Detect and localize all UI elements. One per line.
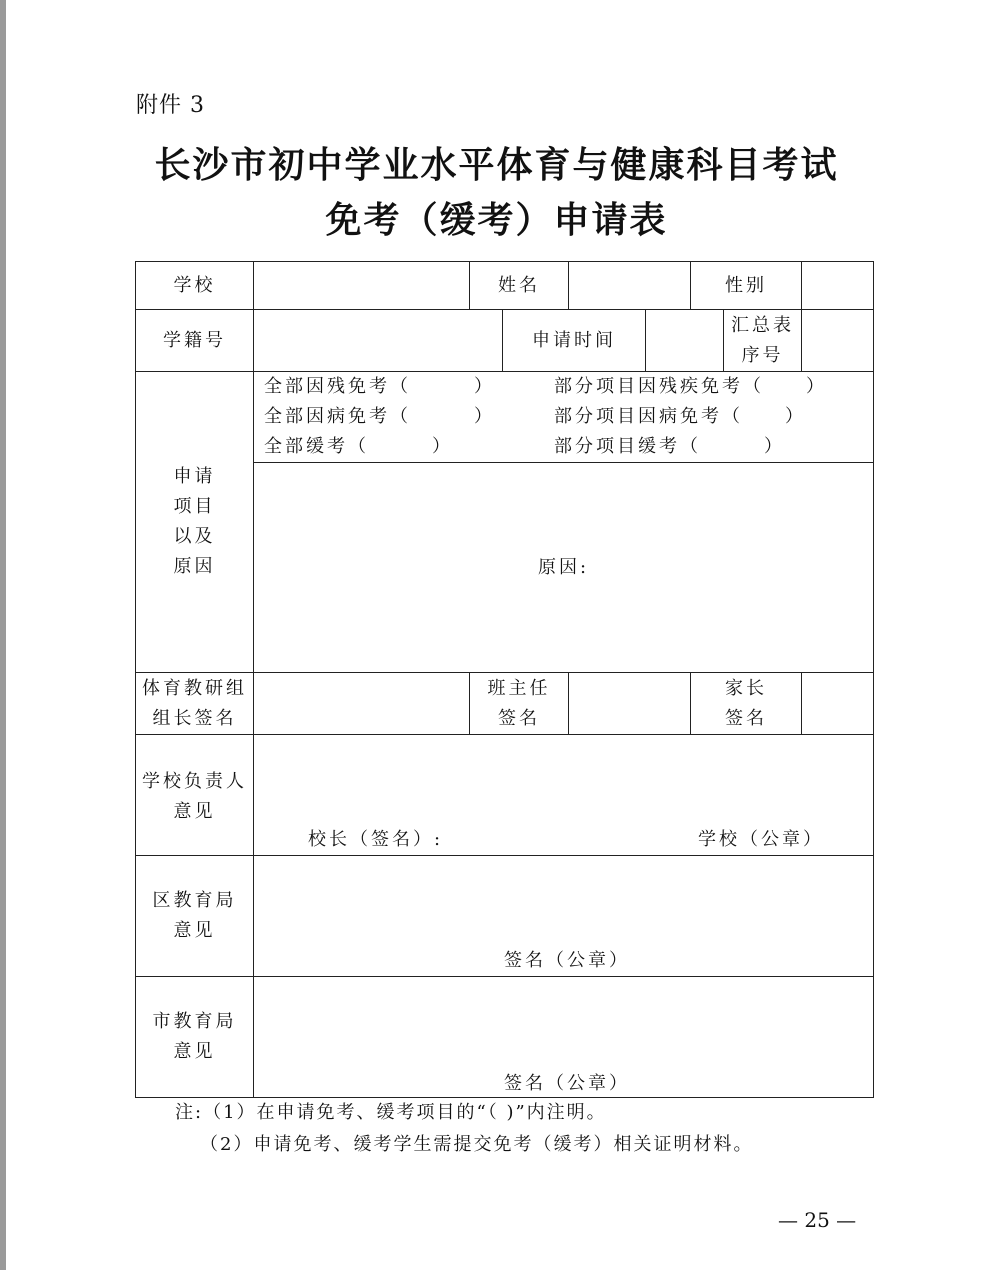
option-all-deferral[interactable]: 全部缓考（ ） [264, 436, 453, 457]
title-line-1: 长沙市初中学业水平体育与健康科目考试 [154, 145, 839, 186]
name-field[interactable] [569, 262, 691, 310]
page-edge [0, 0, 6, 1270]
student-no-label: 学籍号 [136, 310, 254, 372]
reason-label: 原因: [537, 556, 590, 578]
parent-sign-field[interactable] [802, 673, 874, 735]
district-opinion-field[interactable] [254, 856, 874, 977]
title-line-2: 免考（缓考）申请表 [325, 200, 668, 241]
exemption-options [254, 372, 874, 463]
option-partial-deferral[interactable]: 部分项目缓考（ ） [554, 436, 785, 457]
principal-sign-label: 校长（签名）: [308, 829, 444, 850]
gender-label: 性别 [691, 262, 802, 310]
city-opinion-field[interactable] [254, 977, 874, 1098]
pe-head-sign-label [136, 673, 254, 735]
pe-head-sign-field[interactable] [254, 673, 470, 735]
school-label: 学校 [136, 262, 254, 310]
apply-time-label: 申请时间 [503, 310, 646, 372]
option-row [254, 432, 873, 462]
pe-head-sign-label-line-2: 组长签名 [152, 707, 237, 729]
school-opinion-label [136, 735, 254, 856]
district-sign-label: 签名（公章） [504, 950, 630, 971]
head-teacher-sign-field[interactable] [569, 673, 691, 735]
summary-no-field[interactable] [802, 310, 874, 372]
gender-field[interactable] [802, 262, 874, 310]
district-opinion-label-line-1: 区教育局 [152, 890, 237, 911]
city-opinion-label [136, 977, 254, 1098]
apply-label-line: 项目 [173, 496, 216, 517]
reason-area[interactable] [254, 463, 874, 673]
apply-label-line: 原因 [173, 556, 216, 577]
option-row [254, 372, 873, 402]
head-teacher-sign-label-line-1: 班主任 [487, 677, 551, 699]
parent-sign-label [691, 673, 802, 735]
option-all-illness[interactable]: 全部因病免考（ ） [264, 406, 495, 427]
school-opinion-field[interactable] [254, 735, 874, 856]
city-opinion-label-line-1: 市教育局 [152, 1011, 237, 1032]
pe-head-sign-label-line-1: 体育教研组 [142, 677, 247, 699]
school-opinion-label-line-2: 意见 [173, 801, 216, 822]
note-2: （2）申请免考、缓考学生需提交免考（缓考）相关证明材料。 [200, 1134, 754, 1155]
note-1: 注:（1）在申请免考、缓考项目的“（ )”内注明。 [175, 1102, 607, 1123]
student-no-field[interactable] [254, 310, 503, 372]
apply-time-field[interactable] [646, 310, 724, 372]
district-opinion-label [136, 856, 254, 977]
option-all-disability[interactable]: 全部因残免考（ ） [264, 376, 495, 397]
parent-sign-label-line-2: 签名 [725, 707, 767, 729]
application-form [135, 261, 874, 1098]
district-opinion-label-line-2: 意见 [173, 920, 216, 941]
attachment-label: 附件 3 [136, 93, 205, 118]
apply-label [136, 372, 254, 673]
city-opinion-label-line-2: 意见 [173, 1041, 216, 1062]
school-opinion-label-line-1: 学校负责人 [142, 771, 247, 792]
head-teacher-sign-label [470, 673, 569, 735]
option-row [254, 402, 873, 432]
parent-sign-label-line-1: 家长 [725, 677, 767, 699]
head-teacher-sign-label-line-2: 签名 [498, 707, 540, 729]
summary-no-label [724, 310, 802, 372]
school-seal-label: 学校（公章） [698, 829, 824, 850]
school-field[interactable] [254, 262, 470, 310]
summary-no-label-line-1: 汇总表 [731, 314, 794, 336]
apply-label-line: 以及 [173, 526, 216, 547]
page-number: — 25 — [778, 1208, 857, 1232]
option-partial-illness[interactable]: 部分项目因病免考（ ） [554, 406, 806, 427]
name-label: 姓名 [470, 262, 569, 310]
city-sign-label: 签名（公章） [504, 1073, 630, 1094]
apply-label-line: 申请 [173, 466, 216, 487]
option-partial-disability[interactable]: 部分项目因残疾免考（ ） [554, 376, 827, 397]
summary-no-label-line-2: 序号 [741, 344, 784, 366]
